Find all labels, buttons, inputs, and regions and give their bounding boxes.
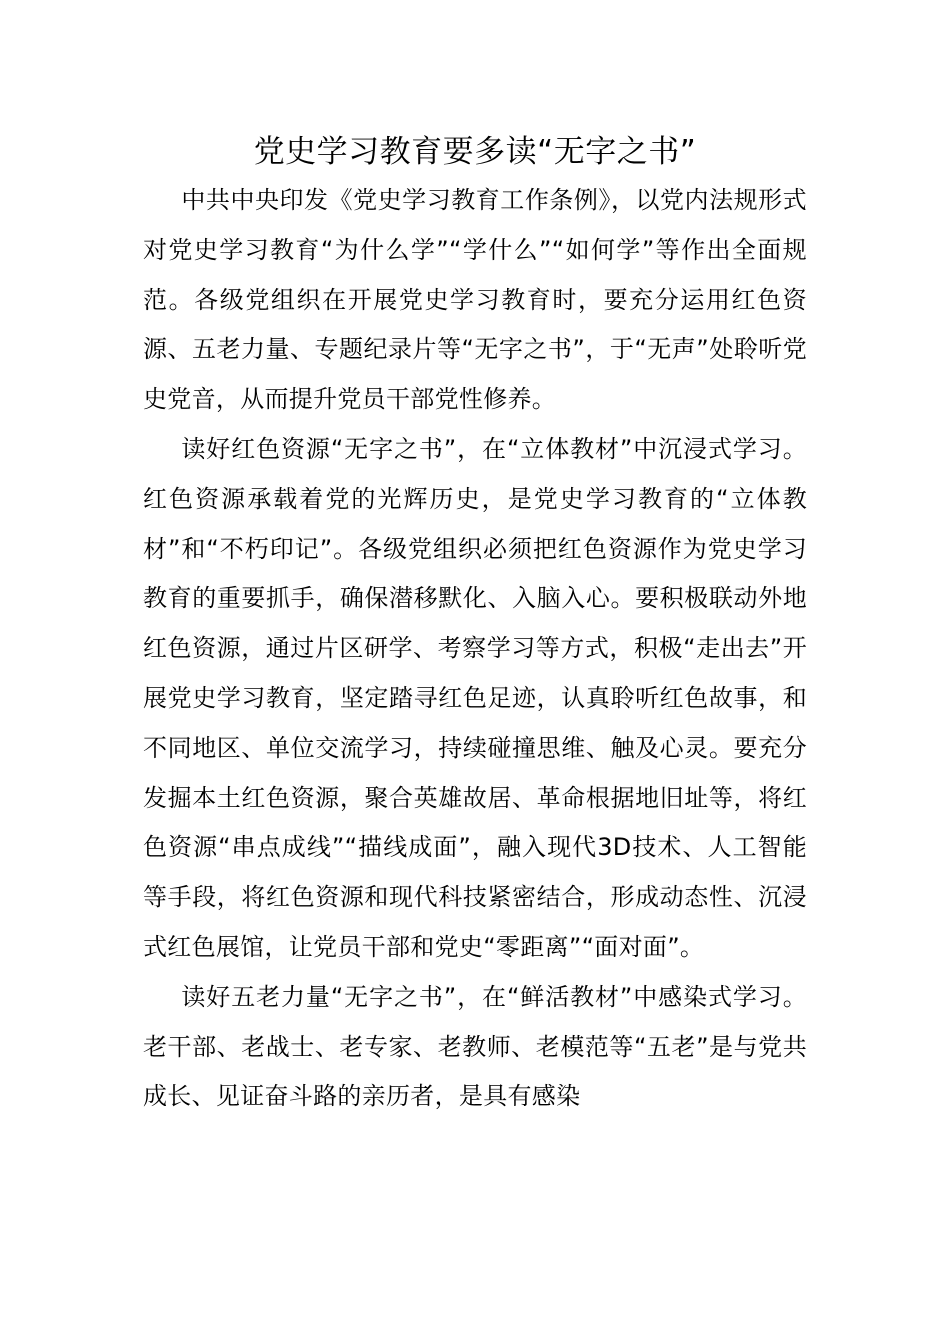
paragraph-intro: 中共中央印发《党史学习教育工作条例》，以党内法规形式对党史学习教育“为什么学”“学什么”“如何学”等作出全面规范。各级党组织在开展党史学习教育时，要充分运用红色资源、五老力量、专题纪录片等“无字之书”，于“无声”处聆听党史党音，从而提升党员干部党性修养。 [143, 186, 807, 414]
paragraph-red-resources: 读好红色资源“无字之书”，在“立体教材”中沉浸式学习。红色资源承载着党的光辉历史，是党史学习教育的“立体教材”和“不朽印记”。各级党组织必须把红色资源作为党史学习教育的重要抓手，确保潜移默化、入脑入心。要积极联动外地红色资源，通过片区研学、考察学习等方式，积极“走出去”开展党史学习教育，坚定踏寻红色足迹，认真聆听红色故事，和不同地区、单位交流学习，持续碰撞思维、触及心灵。要充分发掘本土红色资源，聚合英雄故居、革命根据地旧址等，将红色资源“串点成线”“描线成面”，融入现代3D技术、人工智能等手段，将红色资源和现代科技紧密结合，形成动态性、沉浸式红色展馆，让党员干部和党史“零距离”“面对面”。 [143, 434, 807, 961]
article-title: 党史学习教育要多读“无字之书” [253, 134, 697, 170]
article-body [143, 128, 807, 1122]
paragraph-five-elders: 读好五老力量“无字之书”，在“鲜活教材”中感染式学习。老干部、老战士、老专家、老教师、老模范等“五老”是与党共成长、见证奋斗路的亲历者，是具有感染 [143, 982, 807, 1111]
